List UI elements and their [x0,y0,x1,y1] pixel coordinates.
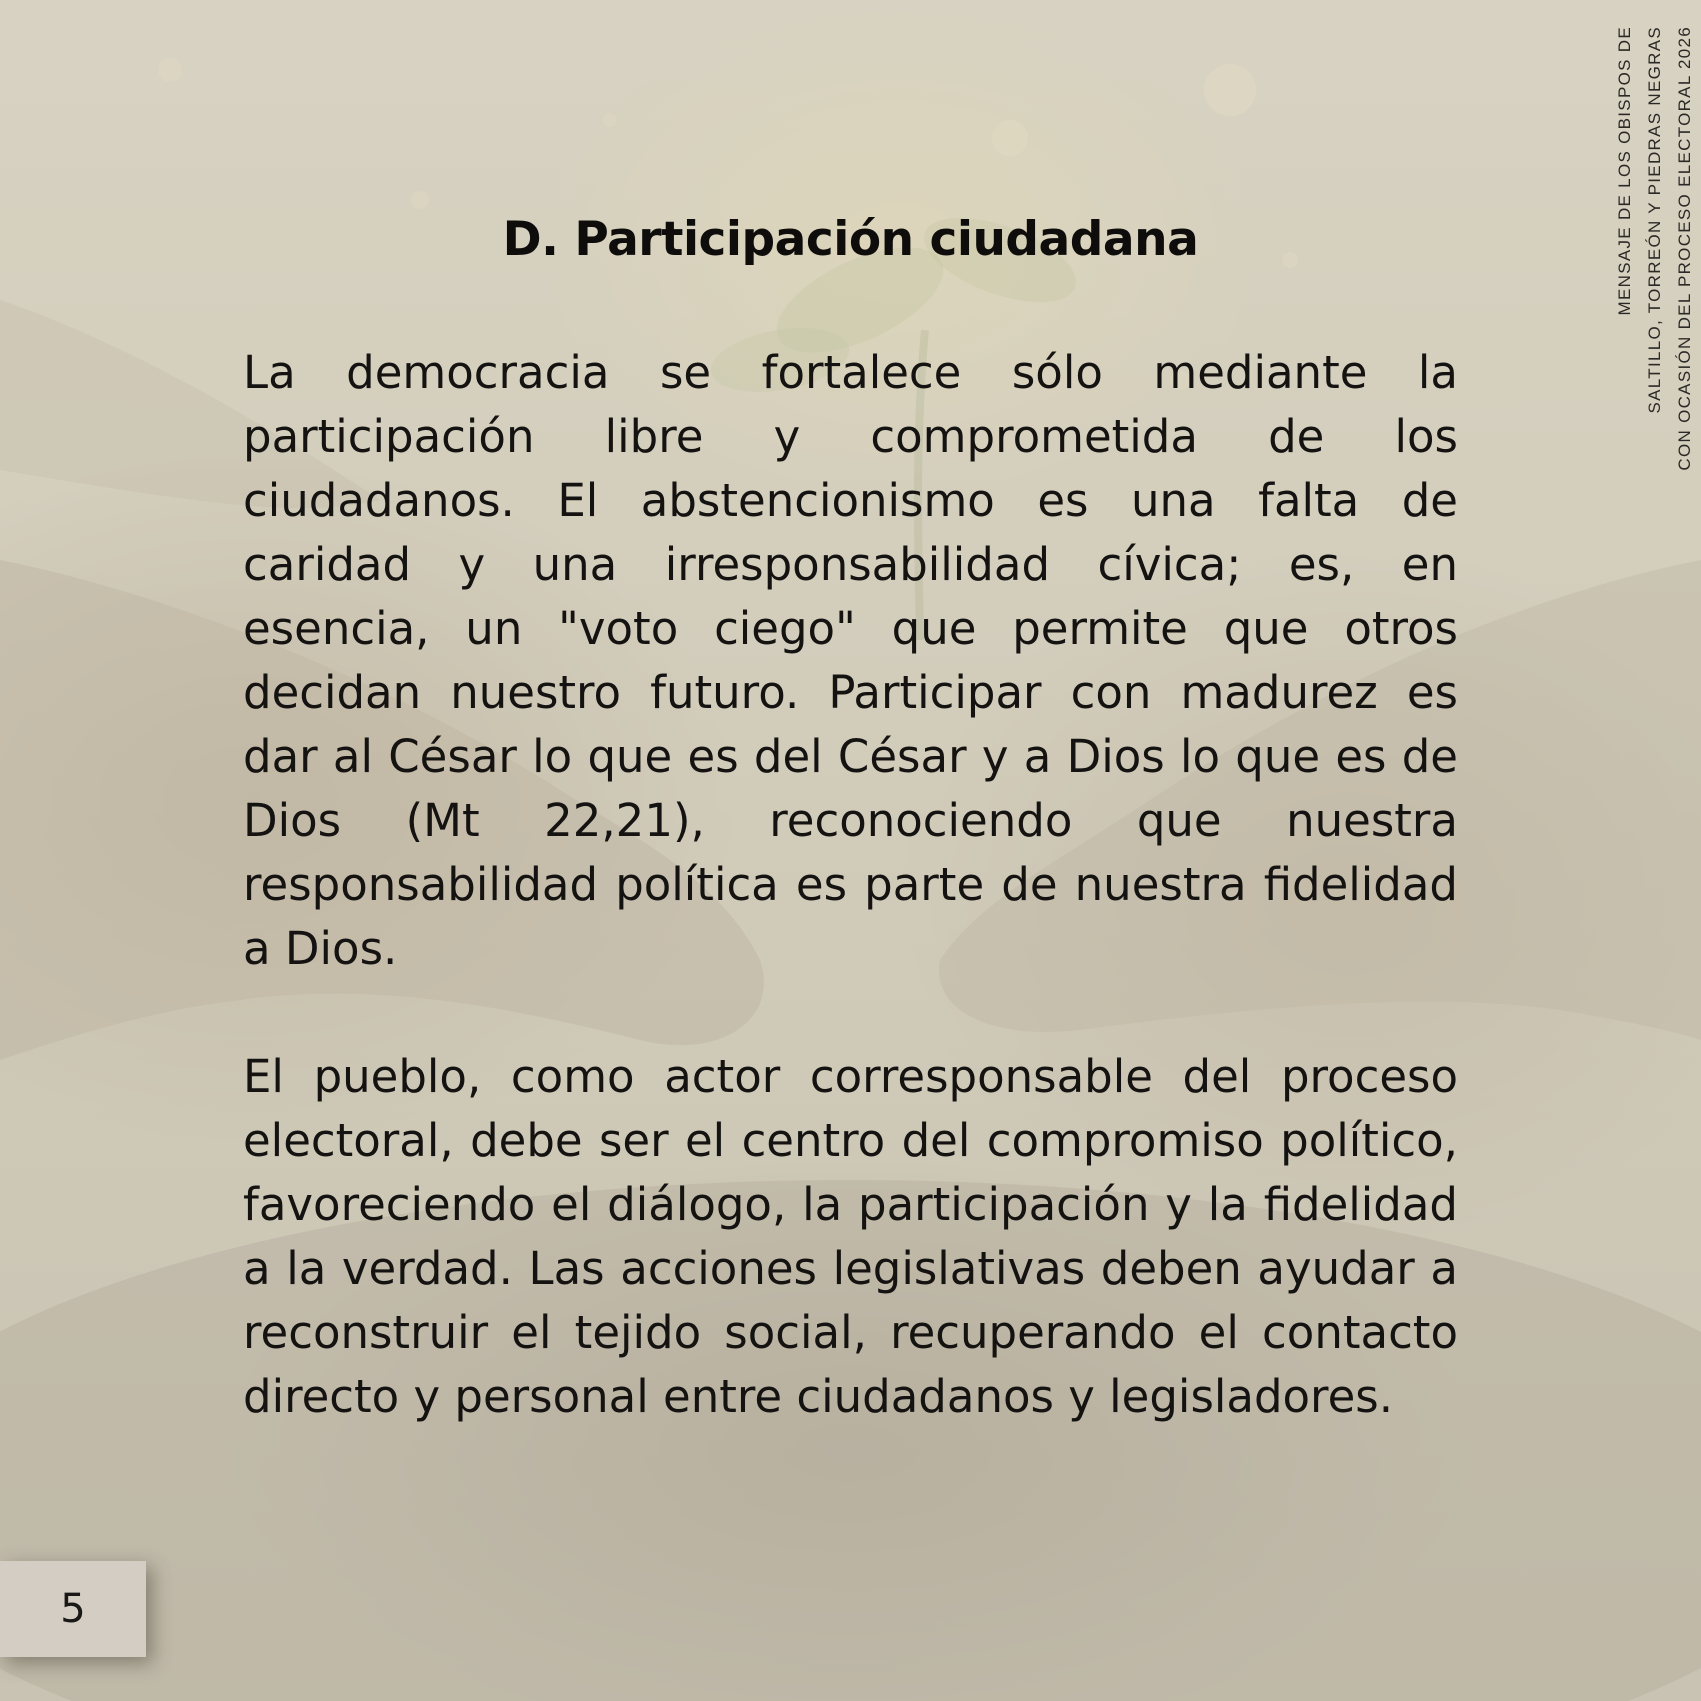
paragraph-participation: La democracia se fortalece sólo mediante la participación libre y comprometida de los ciudadanos. El abstencionismo es una falta de caridad y una irresponsabilidad cívica; es, en esencia, un "voto ciego" que permite que otros decidan nuestro futuro. Participar con madurez es dar al César lo que es del César y a Dios lo que es de Dios (Mt 22,21), reconociendo que nuestra responsabilidad política es parte de nuestra fidelidad a Dios. [243,346,1458,975]
page-number: 5 [60,1586,86,1632]
main-content [243,205,1458,1429]
paragraph-people: El pueblo, como actor corresponsable del proceso electoral, debe ser el centro del compromiso político, favoreciendo el diálogo, la participación y la fidelidad a la verdad. Las acciones legislativas deben ayudar a reconstruir el tejido social, recuperando el contacto directo y personal entre ciudadanos y legisladores. [243,1050,1458,1423]
page-number-box [0,1561,146,1657]
section-title: D. Participación ciudadana [502,212,1199,267]
side-caption-line-3: CON OCASIÓN DEL PROCESO ELECTORAL 2026 [1675,26,1694,471]
side-caption-line-2: SALTILLO, TORREÓN Y PIEDRAS NEGRAS [1645,26,1664,414]
side-caption-line-1: MENSAJE DE LOS OBISPOS DE [1615,26,1634,316]
side-caption [1610,26,1694,526]
side-caption-text [1610,26,1700,526]
